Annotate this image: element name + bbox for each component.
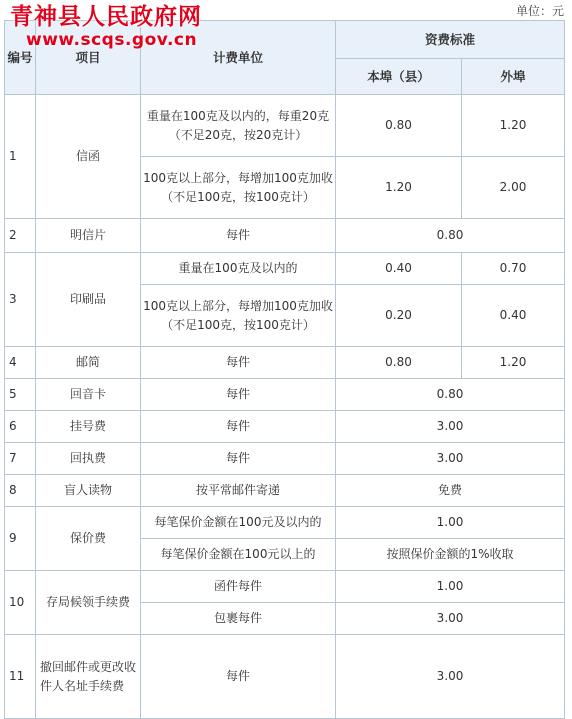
row-item: 盲人读物 [36, 475, 141, 507]
row-unit: 重量在100克及以内的，每重20克（不足20克，按20克计） [141, 95, 336, 157]
header-outside: 外埠 [462, 59, 565, 95]
row-local-price: 0.20 [336, 285, 462, 347]
row-no: 6 [5, 411, 36, 443]
row-price: 3.00 [336, 443, 565, 475]
watermark-title: 青神县人民政府网 [10, 3, 202, 30]
header-item: 项目 [36, 21, 141, 95]
row-unit: 每件 [141, 379, 336, 411]
row-item: 回音卡 [36, 379, 141, 411]
header-unit: 计费单位 [141, 21, 336, 95]
row-unit: 包裹每件 [141, 603, 336, 635]
row-unit: 每笔保价金额在100元以上的 [141, 539, 336, 571]
row-unit: 每件 [141, 347, 336, 379]
row-outside-price: 1.20 [462, 95, 565, 157]
header-standard: 资费标准 [336, 21, 565, 59]
unit-note: 单位：元 [515, 4, 564, 18]
row-item: 保价费 [36, 507, 141, 571]
row-local-price: 0.80 [336, 347, 462, 379]
row-price: 1.00 [336, 507, 565, 539]
row-item: 撤回邮件或更改收件人名址手续费 [36, 635, 141, 719]
row-item: 邮简 [36, 347, 141, 379]
postal-fee-table [4, 20, 565, 719]
row-price: 按照保价金额的1%收取 [336, 539, 565, 571]
row-local-price: 0.80 [336, 95, 462, 157]
row-item: 存局候领手续费 [36, 571, 141, 635]
row-outside-price: 0.70 [462, 253, 565, 285]
row-item: 挂号费 [36, 411, 141, 443]
row-local-price: 0.40 [336, 253, 462, 285]
row-unit: 100克以上部分，每增加100克加收（不足100克，按100克计） [141, 157, 336, 219]
row-unit: 函件每件 [141, 571, 336, 603]
row-unit: 每件 [141, 443, 336, 475]
row-price: 1.00 [336, 571, 565, 603]
row-no: 11 [5, 635, 36, 719]
row-no: 5 [5, 379, 36, 411]
row-no: 8 [5, 475, 36, 507]
row-no: 4 [5, 347, 36, 379]
row-no: 9 [5, 507, 36, 571]
row-unit: 100克以上部分，每增加100克加收（不足100克，按100克计） [141, 285, 336, 347]
row-unit: 每笔保价金额在100元及以内的 [141, 507, 336, 539]
row-outside-price: 0.40 [462, 285, 565, 347]
row-outside-price: 1.20 [462, 347, 565, 379]
row-unit: 每件 [141, 635, 336, 719]
header-no: 编号 [5, 21, 36, 95]
row-item: 印刷品 [36, 253, 141, 347]
row-no: 7 [5, 443, 36, 475]
row-item: 回执费 [36, 443, 141, 475]
row-no: 2 [5, 219, 36, 253]
row-price: 3.00 [336, 411, 565, 443]
row-price: 3.00 [336, 635, 565, 719]
row-price: 0.80 [336, 219, 565, 253]
row-unit: 重量在100克及以内的 [141, 253, 336, 285]
row-no: 1 [5, 95, 36, 219]
header-local: 本埠（县） [336, 59, 462, 95]
row-no: 3 [5, 253, 36, 347]
row-no: 10 [5, 571, 36, 635]
row-price: 3.00 [336, 603, 565, 635]
row-unit: 按平常邮件寄递 [141, 475, 336, 507]
row-item: 信函 [36, 95, 141, 219]
row-unit: 每件 [141, 411, 336, 443]
row-price: 0.80 [336, 379, 565, 411]
row-item: 明信片 [36, 219, 141, 253]
row-outside-price: 2.00 [462, 157, 565, 219]
row-price: 免费 [336, 475, 565, 507]
row-unit: 每件 [141, 219, 336, 253]
watermark-url: www.scqs.gov.cn [26, 30, 198, 50]
row-local-price: 1.20 [336, 157, 462, 219]
